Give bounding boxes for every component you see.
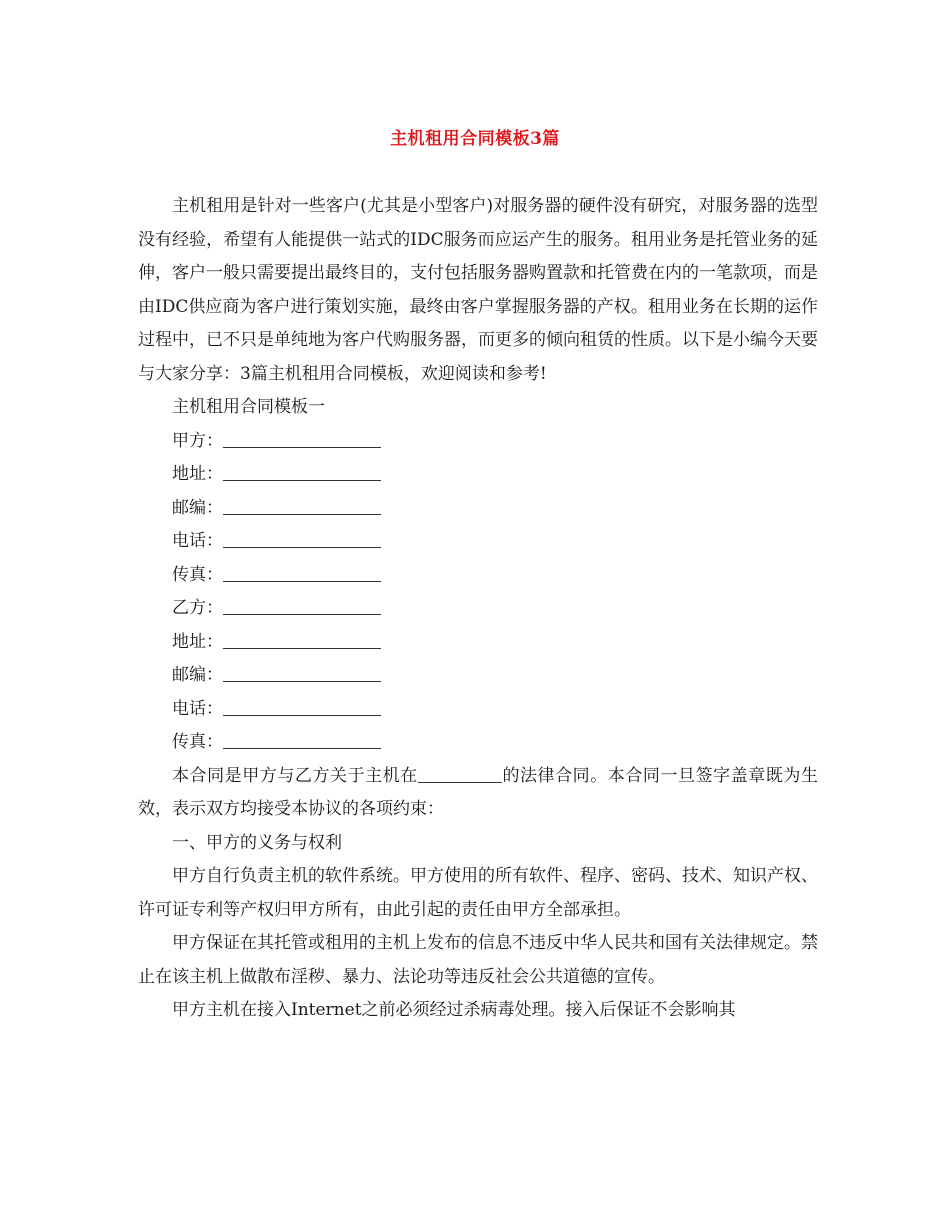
document-title: 主机租用合同模板3篇 — [390, 129, 560, 149]
party-a-postcode-line — [138, 492, 818, 526]
party-b-fax-line — [138, 726, 818, 760]
party-a-fax-blank — [223, 563, 381, 582]
party-b-postcode-line — [138, 659, 818, 693]
clause-paragraph: 甲方保证在其托管或租用的主机上发布的信息不违反中华人民共和国有关法律规定。禁止在该主机上做散布淫秽、暴力、法论功等违反社会公共道德的宣传。 — [138, 933, 818, 987]
contract-intro-paragraph — [138, 760, 818, 827]
clause-paragraph: 甲方主机在接入Internet之前必须经过杀病毒处理。接入后保证不会影响其 — [172, 1000, 736, 1020]
party-b-fax-blank — [223, 730, 381, 749]
party-b-postcode-label: 邮编： — [172, 665, 223, 685]
party-b-address-label: 地址： — [172, 631, 223, 652]
party-b-phone-label: 电话： — [172, 698, 223, 719]
party-a-fax-label: 传真： — [172, 564, 223, 585]
party-b-blank — [223, 596, 381, 615]
party-a-phone-blank — [223, 529, 381, 548]
contract-intro-after: 的法律合同。本合同一旦签字盖章既为生效，表示双方均接受本协议的各项约束： — [138, 765, 818, 819]
party-b-postcode-blank — [223, 663, 381, 682]
party-b-phone-blank — [223, 697, 381, 716]
clause-heading: 一、甲方的义务与权利 — [172, 832, 342, 853]
party-a-address-blank — [223, 462, 381, 481]
party-a-address-label: 地址： — [172, 464, 223, 484]
party-b-address-line — [138, 626, 818, 660]
clause-paragraph: 甲方自行负责主机的软件系统。甲方使用的所有软件、程序、密码、技术、知识产权、许可证专利等产权归甲方所有，由此引起的责任由甲方全部承担。 — [138, 866, 818, 920]
intro-paragraph: 主机租用是针对一些客户(尤其是小型客户)对服务器的硬件没有研究，对服务器的选型没有经验，希望有人能提供一站式的IDC服务而应运产生的服务。租用业务是托管业务的延伸，客户一般只需要提出最终目的，支付包括服务器购置款和托管费在内的一笔款项，而是由IDC供应商为客户进行策划实施，最终由客户掌握服务器的产权。租用业务在长期的运作过程中，已不只是单纯地为客户代购服务器，而更多的倾向租赁的性质。以下是小编今天要与大家分享：3篇主机租用合同模板，欢迎阅读和参考! — [138, 196, 818, 384]
document-body — [138, 190, 818, 1028]
party-a-label: 甲方： — [172, 430, 223, 451]
party-b-line — [138, 592, 818, 626]
party-a-fax-line — [138, 559, 818, 593]
party-a-phone-line — [138, 525, 818, 559]
party-a-postcode-label: 邮编： — [172, 497, 223, 518]
party-b-fax-label: 传真： — [172, 732, 223, 752]
party-a-blank — [223, 429, 381, 448]
contract-subject-blank — [418, 764, 502, 783]
party-a-address-line — [138, 458, 818, 492]
party-b-phone-line — [138, 693, 818, 727]
party-a-line — [138, 425, 818, 459]
party-b-label: 乙方： — [172, 598, 223, 618]
party-a-postcode-blank — [223, 496, 381, 515]
party-a-phone-label: 电话： — [172, 531, 223, 551]
section-heading: 主机租用合同模板一 — [172, 397, 325, 417]
party-b-address-blank — [223, 630, 381, 649]
contract-intro-before: 本合同是甲方与乙方关于主机在 — [172, 765, 418, 786]
